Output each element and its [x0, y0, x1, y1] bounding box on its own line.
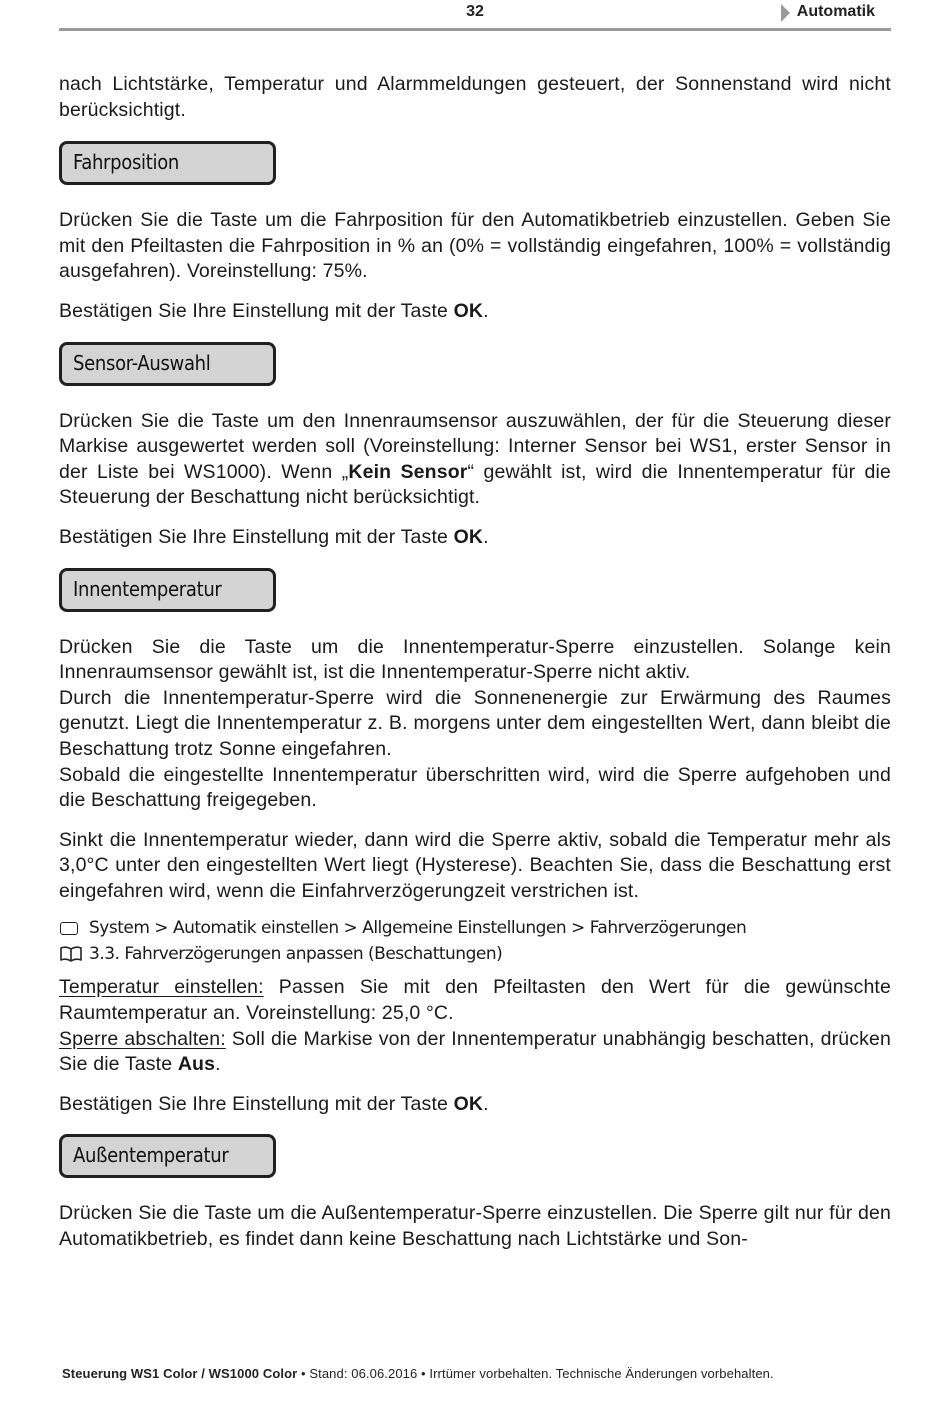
sperre-abschalten-label: Sperre abschalten: [59, 1027, 226, 1050]
temperatur-einstellen-label: Temperatur einstellen: [59, 976, 264, 999]
innentemperatur-confirm: Bestätigen Sie Ihre Einstellung mit der Taste OK. [59, 1092, 489, 1115]
monitor-icon [60, 922, 78, 935]
innentemperatur-para-4: Sinkt die Innentemperatur wieder, dann wird die Sperre aktiv, sobald die Temperatur mehr als 3,0°C unter den eingestellten Wert liegt (Hysterese). Beachten Sie, dass die Beschattung erst eingefahren wird, wenn die Einfahrverzögerungzeit verstrichen ist. [59, 828, 891, 902]
sensor-auswahl-button[interactable]: Sensor-Auswahl [59, 342, 276, 386]
innentemperatur-button[interactable]: Innentemperatur [59, 568, 276, 612]
footer-disclaimer: Irrtümer vorbehalten. Technische Änderungen vorbehalten. [429, 1366, 774, 1381]
temperatur-einstellen-paragraph: Temperatur einstellen: Passen Sie mit den Pfeiltasten den Wert für die gewünschte Raumtemperatur an. Voreinstellung: 25,0 °C. [59, 976, 891, 1025]
page-content [59, 72, 891, 1253]
sperre-abschalten-paragraph: Sperre abschalten: Soll die Markise von der Innentemperatur unabhängig beschatten, drücken Sie die Taste Aus. [59, 1027, 891, 1076]
intro-paragraph: nach Lichtstärke, Temperatur und Alarmmeldungen gesteuert, der Sonnenstand wird nicht berücksichtigt. [59, 73, 891, 121]
section-title [783, 3, 875, 21]
footer-product: Steuerung WS1 Color / WS1000 Color [62, 1366, 298, 1381]
menu-path-reference [59, 915, 891, 941]
fahrposition-button-wrap [59, 141, 891, 185]
aussentemperatur-paragraph: Drücken Sie die Taste um die Außentemperatur-Sperre einzustellen. Die Sperre gilt nur für den Automatikbetrieb, es findet dann keine Beschattung nach Lichtstärke und Son- [59, 1202, 891, 1251]
fahrposition-confirm: Bestätigen Sie Ihre Einstellung mit der Taste OK. [59, 299, 489, 322]
footer-stand: Stand: 06.06.2016 [309, 1366, 418, 1381]
ok-key-label: OK [453, 299, 484, 322]
section-label: Automatik [796, 3, 875, 20]
aus-key-label: Aus [177, 1053, 216, 1076]
page-header [59, 0, 891, 31]
aussentemperatur-button-wrap [59, 1134, 891, 1178]
kein-sensor-label: Kein Sensor [348, 460, 468, 483]
sensor-button-wrap [59, 342, 891, 386]
sensor-paragraph: Drücken Sie die Taste um den Innenraumsensor auszuwählen, der für die Steuerung dieser Markise ausgewertet werden soll (Voreinstellung: Interner Sensor bei WS1, erster Sensor in der Liste bei WS1000). Wenn „Kein Sensor“ gewählt ist, wird die Innentemperatur für die Steuerung der Beschattung nicht berücksichtigt. [59, 409, 892, 509]
book-icon [59, 945, 83, 963]
innentemperatur-para-2: Durch die Innentemperatur-Sperre wird die Sonnenenergie zur Erwärmung des Raumes genutzt. Liegt die Innentemperatur z. B. morgens unter dem eingestellten Wert, dann bleibt die Beschattung trotz Sonne eingefahren. [59, 686, 891, 760]
menu-path-text: System > Automatik einstellen > Allgemeine Einstellungen > Fahrverzögerungen [89, 918, 747, 939]
page-number: 32 [466, 3, 484, 20]
innentemperatur-para-3: Sobald die eingestellte Innentemperatur überschritten wird, wird die Sperre aufgehoben und die Beschattung freigegeben. [59, 763, 891, 812]
ok-key-label: OK [453, 1092, 484, 1115]
page-footer: Steuerung WS1 Color / WS1000 Color • Stand: 06.06.2016 • Irrtümer vorbehalten. Technische Änderungen vorbehalten. [62, 1366, 774, 1381]
manual-reference-text: 3.3. Fahrverzögerungen anpassen (Beschattungen) [89, 944, 503, 965]
section-triangle-icon [781, 4, 790, 22]
ok-key-label: OK [453, 525, 484, 548]
fahrposition-paragraph: Drücken Sie die Taste um die Fahrposition für den Automatikbetrieb einzustellen. Geben Sie mit den Pfeiltasten die Fahrposition in % an (0% = vollständig eingefahren, 100% = vollständig ausgefahren). Voreinstellung: 75%. [59, 209, 891, 283]
manual-reference [59, 941, 891, 967]
innentemperatur-button-wrap [59, 568, 891, 612]
sensor-confirm: Bestätigen Sie Ihre Einstellung mit der Taste OK. [59, 525, 489, 548]
innentemperatur-para-1: Drücken Sie die Taste um die Innentemperatur-Sperre einzustellen. Solange kein Innenraumsensor gewählt ist, ist die Innentemperatur-Sperre nicht aktiv. [59, 635, 891, 684]
fahrposition-button[interactable]: Fahrposition [59, 141, 276, 185]
aussentemperatur-button[interactable]: Außentemperatur [59, 1134, 276, 1178]
